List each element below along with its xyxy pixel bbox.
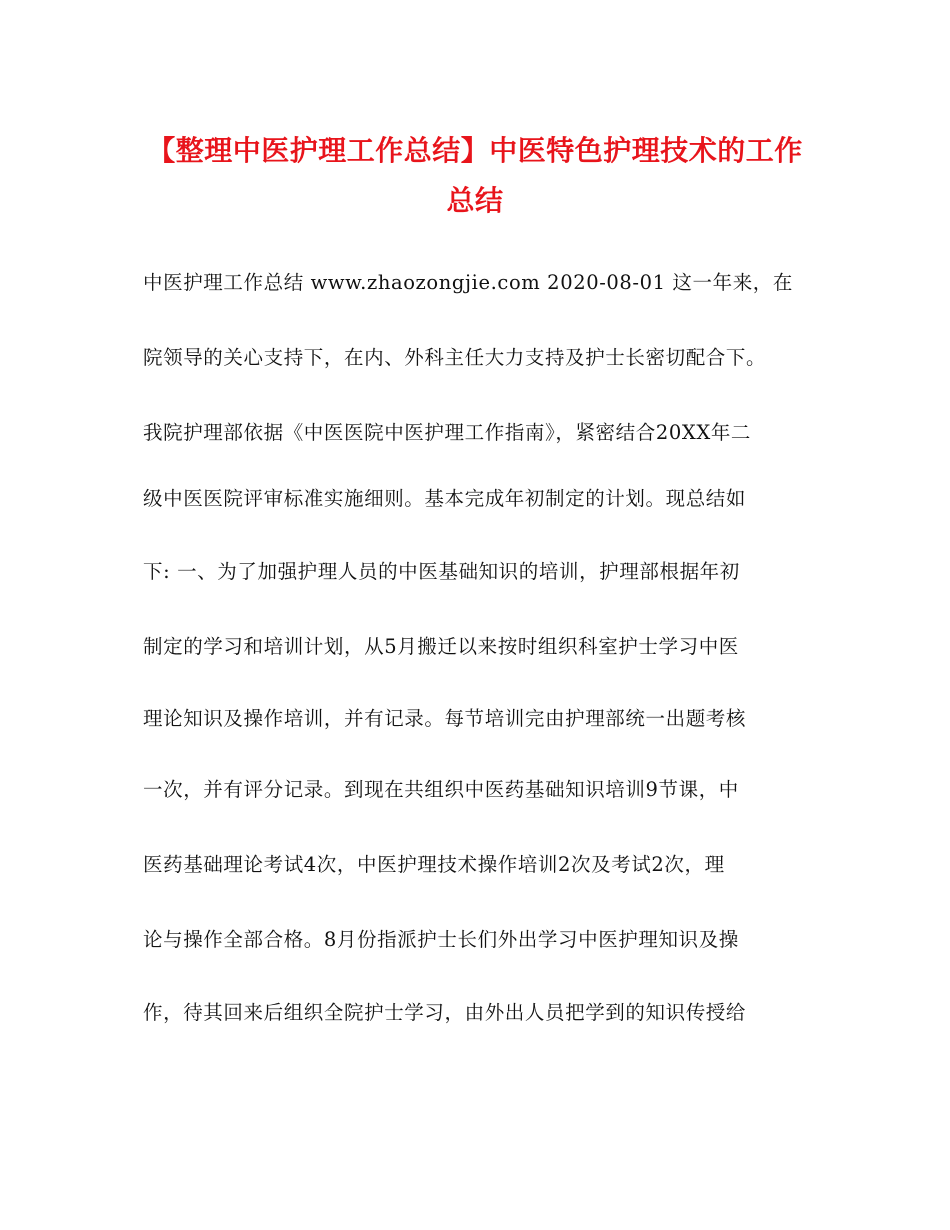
- body-line: 院领导的关心支持下，在内、外科主任大力支持及护士长密切配合下。: [143, 346, 767, 369]
- body-line: 一次，并有评分记录。到现在共组织中医药基础知识培训9节课，中: [143, 778, 739, 801]
- body-line: 理论知识及操作培训，并有记录。每节培训完由护理部统一出题考核: [143, 707, 747, 730]
- body-line: 论与操作全部合格。8月份指派护士长们外出学习中医护理知识及操: [143, 928, 739, 951]
- body-line: 作，待其回来后组织全院护士学习，由外出人员把学到的知识传授给: [143, 1001, 747, 1024]
- body-line: 中医护理工作总结 www.zhaozongjie.com 2020-08-01 这一年来，在: [143, 271, 794, 294]
- title-line-2: 总结: [446, 184, 504, 217]
- body-line: 下: 一、为了加强护理人员的中医基础知识的培训，护理部根据年初: [143, 560, 740, 583]
- body-line: 制定的学习和培训计划，从5月搬迁以来按时组织科室护士学习中医: [143, 635, 739, 658]
- body-line: 级中医医院评审标准实施细则。基本完成年初制定的计划。现总结如: [143, 487, 747, 510]
- body-line: 医药基础理论考试4次，中医护理技术操作培训2次及考试2次，理: [143, 853, 725, 876]
- document-title: [120, 126, 830, 226]
- title-line-1: 【整理中医护理工作总结】中医特色护理技术的工作: [147, 134, 803, 167]
- body-line: 我院护理部依据《中医医院中医护理工作指南》，紧密结合20XX年二: [143, 421, 752, 444]
